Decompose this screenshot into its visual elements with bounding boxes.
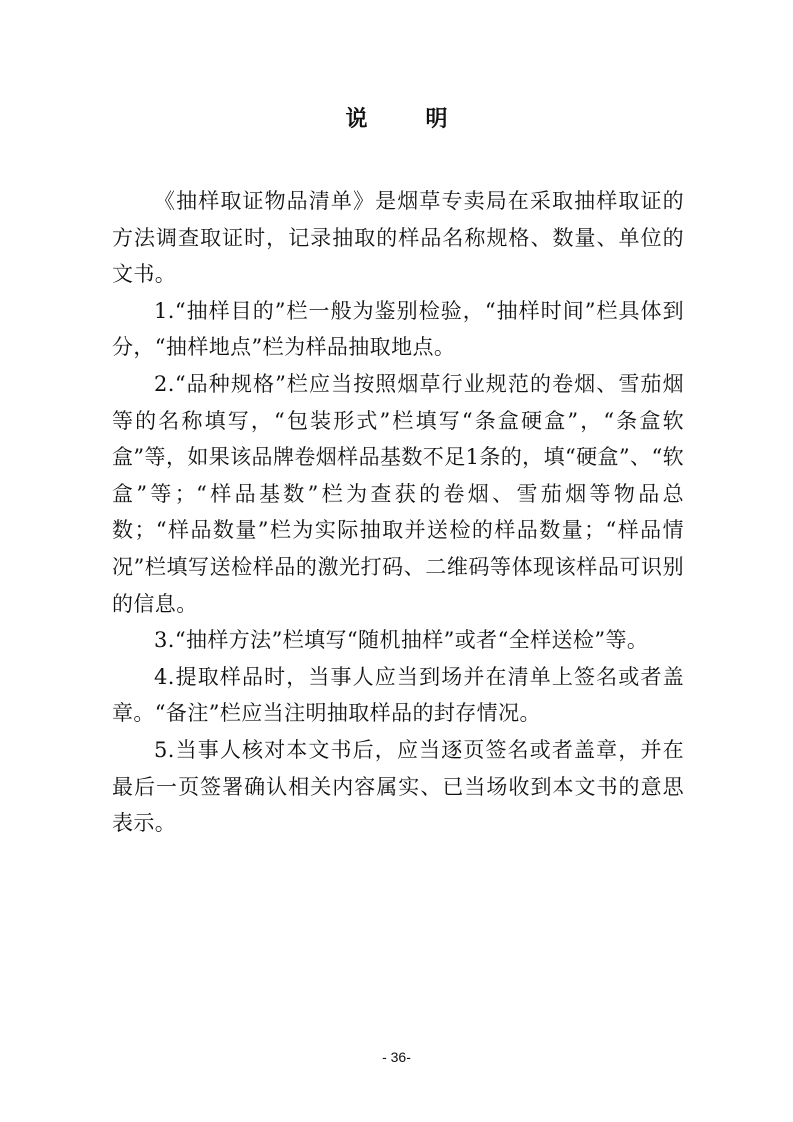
document-body [112, 183, 684, 842]
note-2-paragraph: 2.“品种规格”栏应当按照烟草行业规范的卷烟、雪茄烟等的名称填写，“包装形式”栏填写“条盒硬盒”，“条盒软盒”等，如果该品牌卷烟样品基数不足1条的，填“硬盒”、“软盒”等；“样品基数”栏为查获的卷烟、雪茄烟等物品总数；“样品数量”栏为实际抽取并送检的样品数量；“样品情况”栏填写送检样品的激光打码、二维码等体现该样品可识别的信息。 [112, 371, 684, 616]
intro-paragraph: 《抽样取证物品清单》是烟草专卖局在采取抽样取证的方法调查取证时，记录抽取的样品名称规格、数量、单位的文书。 [112, 189, 684, 287]
note-5-paragraph: 5.当事人核对本文书后，应当逐页签名或者盖章，并在最后一页签署确认相关内容属实、已当场收到本文书的意思表示。 [112, 737, 684, 836]
page-number: - 36- [382, 1049, 411, 1065]
note-3-paragraph: 3.“抽样方法”栏填写“随机抽样”或者“全样送检”等。 [154, 628, 649, 653]
note-4-paragraph: 4.提取样品时，当事人应当到场并在清单上签名或者盖章。“备注”栏应当注明抽取样品的封存情况。 [112, 664, 684, 726]
note-1-paragraph: 1.“抽样目的”栏一般为鉴别检验，“抽样时间”栏具体到分，“抽样地点”栏为样品抽取地点。 [112, 298, 684, 360]
page-title: 说 明 [345, 107, 466, 132]
